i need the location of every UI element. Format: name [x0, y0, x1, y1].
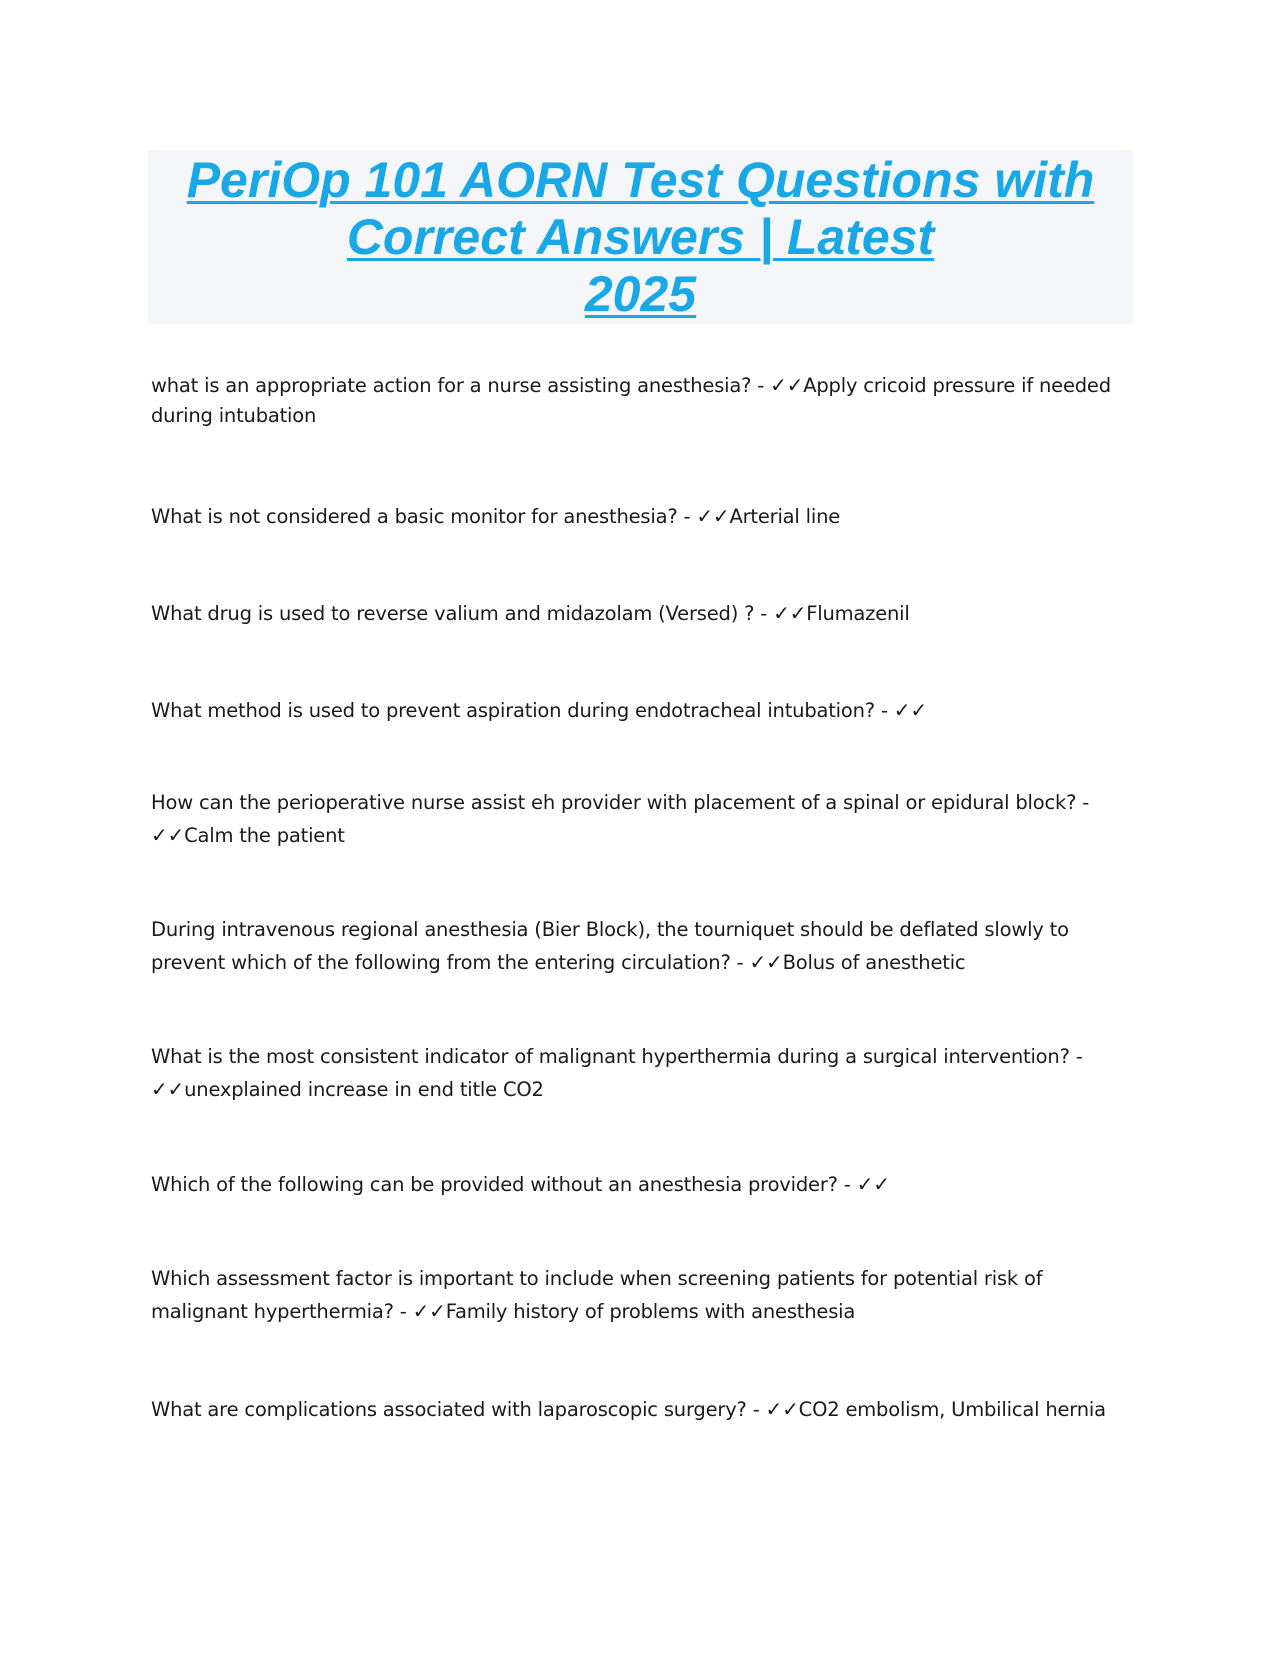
double-check-icon: ✓✓: [770, 373, 804, 397]
qa-item: [151, 500, 1131, 533]
double-check-icon: ✓✓: [765, 1397, 799, 1421]
title-line-2: Correct Answers | Latest: [346, 208, 935, 265]
question-text: what is an appropriate action for a nurse assisting anesthesia? -: [151, 374, 771, 397]
qa-item: [151, 597, 1131, 630]
answer-text: Family history of problems with anesthesia: [445, 1300, 856, 1323]
double-check-icon: ✓✓: [696, 504, 730, 528]
question-text: What method is used to prevent aspiration during endotracheal intubation? -: [151, 699, 894, 722]
question-text: How can the perioperative nurse assist eh provider with placement of a spinal or epidural block? -: [151, 791, 1090, 814]
answer-text: CO2 embolism, Umbilical hernia: [798, 1398, 1106, 1421]
double-check-icon: ✓✓: [749, 950, 783, 974]
qa-item: [151, 1168, 1131, 1201]
qa-item: [151, 787, 1131, 852]
answer-text: Bolus of anesthetic: [782, 951, 966, 974]
title-banner: [148, 150, 1133, 324]
answer-text: unexplained increase in end title CO2: [184, 1078, 544, 1101]
question-text: Which of the following can be provided without an anesthesia provider? -: [151, 1173, 857, 1196]
title-line-1: PeriOp 101 AORN Test Questions with: [186, 151, 1095, 208]
question-text: What is not considered a basic monitor for anesthesia? -: [151, 505, 697, 528]
question-text: What is the most consistent indicator of malignant hyperthermia during a surgical intervention? -: [151, 1045, 1083, 1068]
question-text: Which assessment factor is important to include when screening patients for potential risk of malignant hyperthermia? -: [151, 1267, 1043, 1323]
qa-item: [151, 1393, 1131, 1426]
double-check-icon: ✓✓: [412, 1299, 446, 1323]
double-check-icon: ✓✓: [893, 698, 927, 722]
double-check-icon: ✓✓: [773, 601, 807, 625]
double-check-icon: ✓✓: [856, 1172, 890, 1196]
question-text: What are complications associated with laparoscopic surgery? -: [151, 1398, 766, 1421]
qa-item: [151, 1041, 1131, 1106]
qa-item: [151, 694, 1131, 727]
double-check-icon: ✓✓: [151, 823, 185, 847]
title-line-3: 2025: [584, 265, 697, 322]
qa-item: [151, 1263, 1131, 1328]
qa-item: [151, 370, 1131, 431]
answer-text: Apply cricoid pressure if needed during intubation: [151, 374, 1111, 427]
double-check-icon: ✓✓: [151, 1077, 185, 1101]
answer-text: Arterial line: [729, 505, 841, 528]
answer-text: Flumazenil: [806, 602, 910, 625]
qa-item: [151, 914, 1131, 979]
question-text: What drug is used to reverse valium and midazolam (Versed) ? -: [151, 602, 774, 625]
answer-text: Calm the patient: [184, 824, 345, 847]
question-text: During intravenous regional anesthesia (Bier Block), the tourniquet should be deflated slowly to prevent which of the following from the entering circulation? -: [151, 918, 1069, 974]
